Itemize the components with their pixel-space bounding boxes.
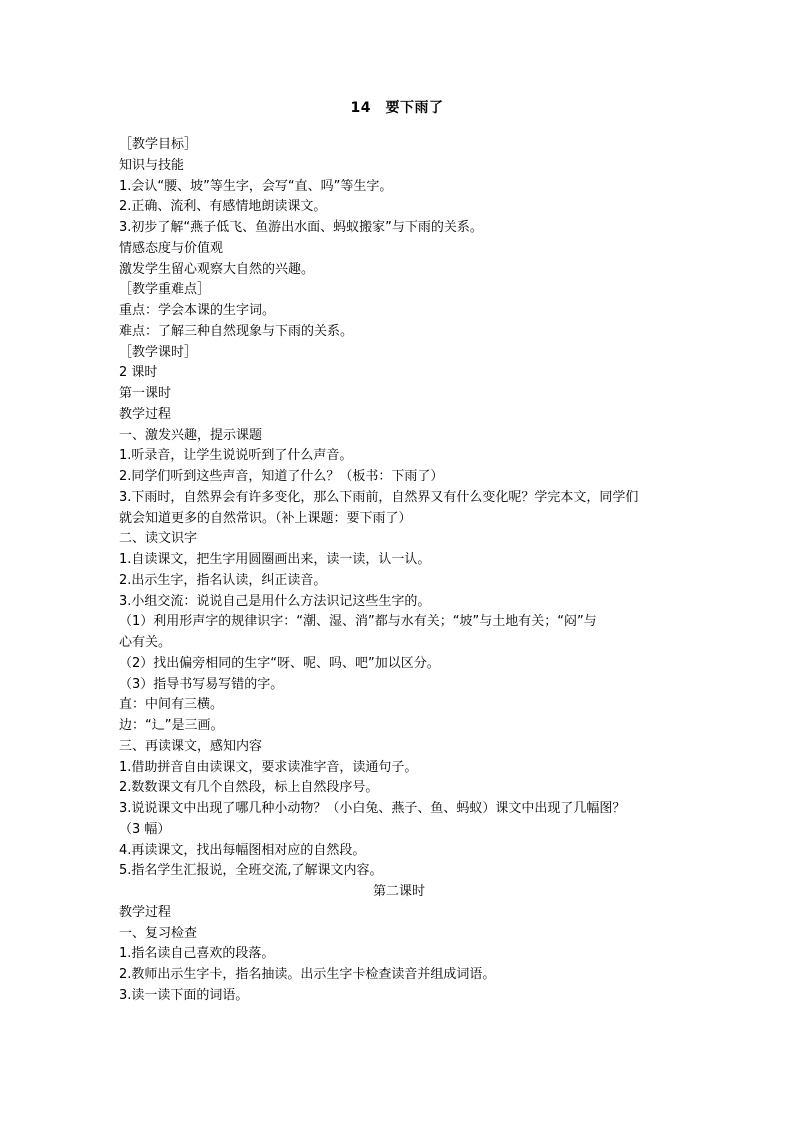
text-line: 激发学生留心观察大自然的兴趣。	[119, 261, 315, 277]
text-line: 第一课时	[119, 386, 172, 401]
text-line: （3 幅）	[119, 821, 171, 837]
text-line: 第二课时	[372, 884, 425, 899]
text-line: 难点：了解三种自然现象与下雨的关系。	[119, 323, 354, 339]
text-line: 3.小组交流：说说自己是用什么方法识记这些生字的。	[119, 593, 431, 609]
text-line: 2.正确、流利、有感情地朗读课文。	[119, 199, 327, 215]
text-line: 边：“辶”是三画。	[119, 718, 224, 733]
text-line: ［教学课时］	[119, 344, 198, 360]
text-line: 知识与技能	[119, 157, 185, 173]
text-line: 直：中间有三横。	[119, 697, 224, 713]
text-line: （3）指导书写易写错的字。	[119, 676, 284, 692]
text-line: 1.借助拼音自由读课文，要求读准字音，读通句子。	[119, 759, 418, 775]
text-line: ［教学目标］	[119, 137, 198, 152]
text-line: 2.出示生字，指名认读，纠正读音。	[119, 572, 327, 588]
text-line: 重点：学会本课的生字词。	[119, 303, 276, 318]
text-line: 一、激发兴趣，提示课题	[119, 427, 263, 443]
text-line: ［教学重难点］	[119, 282, 211, 298]
text-line: 1.听录音，让学生说说听到了什么声音。	[119, 448, 353, 464]
text-line: 3.说说课文中出现了哪几种小动物？（小白兔、燕子、鱼、蚂蚁）课文中出现了几幅图？	[119, 801, 626, 816]
text-line: 一、复习检查	[119, 925, 198, 941]
text-line: 3.初步了解“燕子低飞、鱼游出水面、蚂蚁搬家”与下雨的关系。	[119, 220, 483, 235]
text-line: （2）找出偏旁相同的生字“呀、呢、吗、吧”加以区分。	[119, 655, 440, 671]
text-line: 3.读一读下面的词语。	[119, 987, 249, 1003]
text-line: 1.指名读自己喜欢的段落。	[119, 946, 275, 962]
text-line: 教学过程	[119, 406, 172, 422]
text-line: 1.会认“腰、坡”等生字，会写“直、吗”等生字。	[119, 178, 393, 194]
text-line: 三、再读课文，感知内容	[119, 738, 263, 754]
text-line: 2 课时	[119, 365, 158, 381]
lesson-body	[119, 135, 679, 1007]
text-line: 2.数数课文有几个自然段，标上自然段序号。	[119, 780, 379, 796]
text-line: 3.下雨时，自然界会有许多变化，那么下雨前，自然界又有什么变化呢？学完本文，同学们	[119, 489, 639, 505]
text-line: 5.指名学生汇报说，全班交流,了解课文内容。	[119, 863, 383, 879]
text-line: （1）利用形声字的规律识字：“潮、湿、消”都与水有关；“坡”与土地有关；“闷”与	[119, 614, 597, 630]
lesson-title: 14 要下雨了	[350, 100, 444, 116]
text-line: 教学过程	[119, 904, 172, 920]
text-line: 1.自读课文，把生字用圆圈画出来，读一读，认一认。	[119, 552, 431, 567]
text-line: 就会知道更多的自然常识。（补上课题：要下雨了）	[119, 510, 412, 526]
text-line: 二、读文识字	[119, 531, 198, 547]
text-line: 4.再读课文，找出每幅图相对应的自然段。	[119, 842, 366, 858]
text-line: 心有关。	[119, 635, 172, 650]
text-line: 2.教师出示生字卡，指名抽读。出示生字卡检查读音并组成词语。	[119, 967, 496, 982]
text-line: 2.同学们听到这些声音，知道了什么？（板书：下雨了）	[119, 469, 444, 484]
text-line: 情感态度与价值观	[119, 240, 224, 256]
